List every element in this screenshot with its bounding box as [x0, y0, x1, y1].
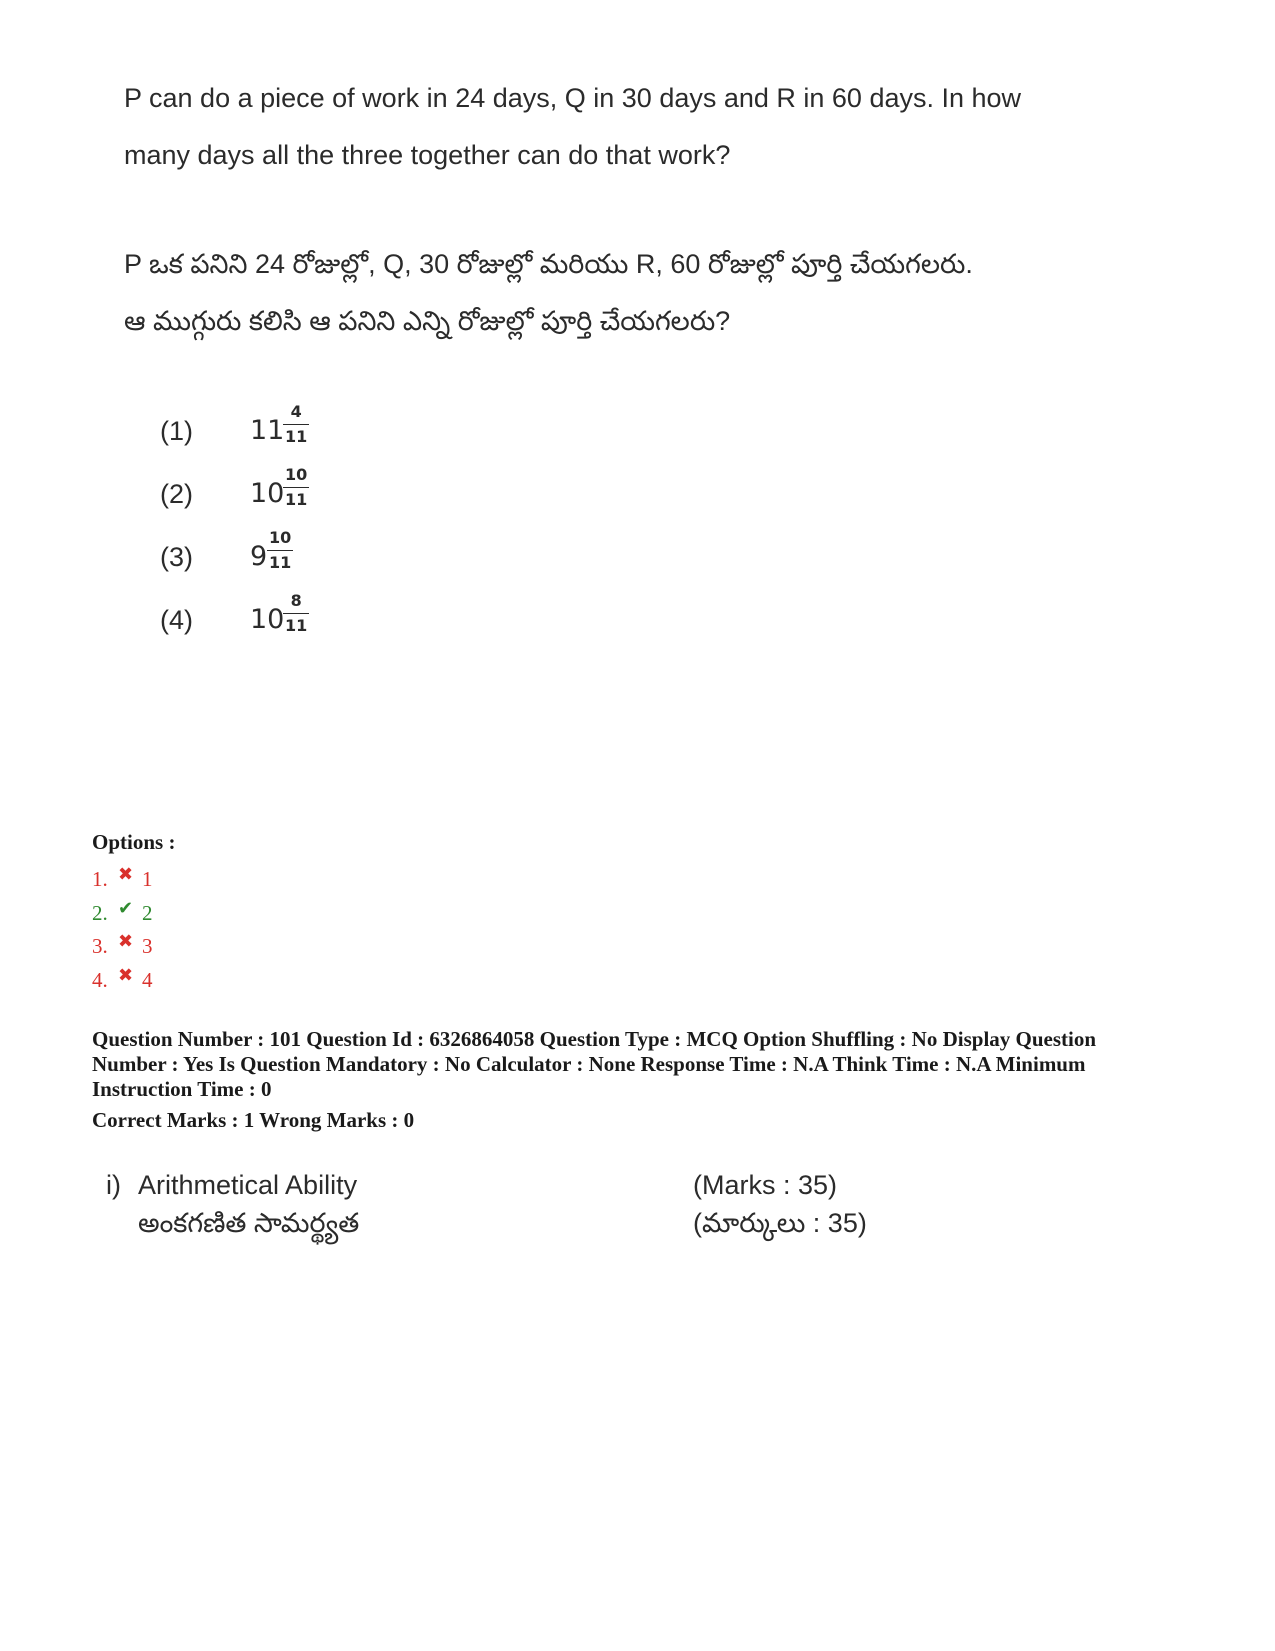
- section-marks-english: (Marks : 35): [693, 1170, 838, 1200]
- choice-label: (4): [160, 605, 193, 635]
- question-telugu-line-1: P ఒక పనిని 24 రోజుల్లో, Q, 30 రోజుల్లో మరియు R, 60 రోజుల్లో పూర్తి చేయగలరు.: [124, 249, 973, 279]
- option-index: 4.: [92, 967, 108, 992]
- section-marks-telugu: (మార్కులు : 35): [693, 1208, 867, 1238]
- fraction-denominator: 11: [285, 616, 308, 635]
- choice-whole: 10: [250, 604, 285, 635]
- choice-fraction: [283, 591, 309, 636]
- choice-label: (1): [160, 416, 193, 446]
- choice-whole: 9: [250, 541, 268, 572]
- marks-info: Correct Marks : 1 Wrong Marks : 0: [92, 1108, 415, 1132]
- option-4: [92, 964, 153, 998]
- question-metadata: [92, 1027, 1192, 1102]
- question-english-line-1: P can do a piece of work in 24 days, Q in 30 days and R in 60 days. In how: [124, 83, 1022, 113]
- question-telugu-line-2: ఆ ముగ్గురు కలిసి ఆ పనిని ఎన్ని రోజుల్లో పూర్తి చేయగలరు?: [124, 306, 731, 336]
- metadata-line-3: Instruction Time : 0: [92, 1077, 272, 1101]
- option-value: 4: [142, 967, 153, 992]
- question-telugu: [124, 236, 1124, 350]
- option-value: 3: [142, 934, 153, 958]
- choice-whole: 10: [250, 478, 285, 509]
- cross-icon: ✖: [118, 964, 134, 985]
- choice-label: (2): [160, 479, 193, 509]
- options-list: [92, 863, 153, 997]
- choice-whole: 11: [250, 415, 285, 446]
- fraction-denominator: 11: [285, 490, 308, 509]
- answer-choice-3: [160, 528, 460, 586]
- question-english: [124, 70, 1124, 184]
- option-index: 2.: [92, 900, 108, 925]
- metadata-line-1: Question Number : 101 Question Id : 6326864058 Question Type : MCQ Option Shuffling : No Display Question: [92, 1027, 1097, 1051]
- fraction-numerator: 10: [269, 528, 292, 547]
- answer-choice-4: [160, 591, 460, 649]
- choice-fraction: [283, 465, 309, 510]
- section-name-english: Arithmetical Ability: [138, 1170, 358, 1200]
- option-index: 1.: [92, 867, 108, 891]
- answer-choice-1: [160, 402, 460, 460]
- fraction-bar: [267, 550, 293, 551]
- fraction-bar: [283, 487, 309, 488]
- check-icon: ✔: [118, 897, 134, 918]
- fraction-denominator: 11: [269, 553, 292, 572]
- fraction-numerator: 8: [290, 591, 302, 610]
- fraction-bar: [283, 613, 309, 614]
- choice-fraction: [283, 402, 309, 447]
- option-index: 3.: [92, 934, 108, 958]
- fraction-denominator: 11: [285, 427, 308, 446]
- section-number: i): [106, 1170, 121, 1200]
- option-value: 1: [142, 867, 153, 891]
- cross-icon: ✖: [118, 864, 134, 884]
- fraction-numerator: 4: [290, 402, 302, 421]
- question-english-line-2: many days all the three together can do that work?: [124, 140, 731, 170]
- fraction-numerator: 10: [285, 465, 308, 484]
- metadata-line-2: Number : Yes Is Question Mandatory : No Calculator : None Response Time : N.A Think Time : N.A Minimum: [92, 1052, 1086, 1076]
- choice-fraction: [267, 528, 293, 573]
- options-title: Options :: [92, 830, 176, 854]
- cross-icon: ✖: [118, 931, 134, 951]
- option-value: 2: [142, 900, 153, 925]
- choice-label: (3): [160, 542, 193, 572]
- section-name-telugu: అంకగణిత సామర్థ్యత: [138, 1208, 360, 1238]
- fraction-bar: [283, 424, 309, 425]
- answer-choice-2: [160, 465, 460, 523]
